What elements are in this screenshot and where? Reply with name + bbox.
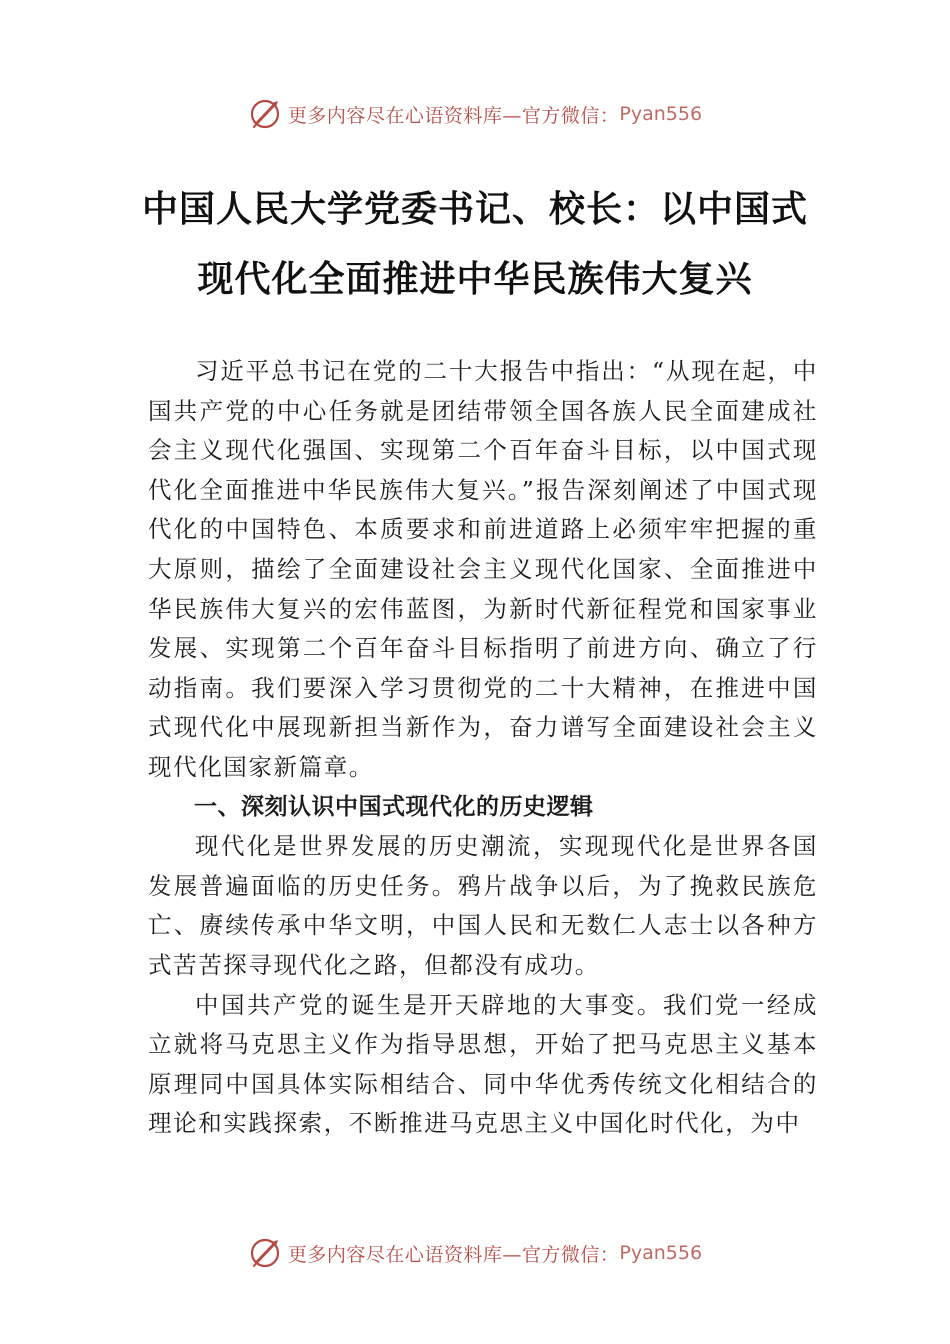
paragraph-2: 现代化是世界发展的历史潮流，实现现代化是世界各国发展普遍面临的历史任务。鸦片战争以后，为了挽救民族危亡、赓续传承中华文明，中国人民和无数仁人志士以各种方式苦苦探寻现代化之路，但都没有成功。 bbox=[148, 832, 818, 979]
document-body bbox=[148, 352, 818, 1144]
document-title-line-1: 中国人民大学党委书记、校长：以中国式 bbox=[141, 189, 808, 230]
footer-watermark bbox=[0, 1233, 950, 1273]
section-heading-1: 一、深刻认识中国式现代化的历史逻辑 bbox=[194, 793, 594, 820]
paragraph-3: 中国共产党的诞生是开天辟地的大事变。我们党一经成立就将马克思主义作为指导思想，开始了把马克思主义基本原理同中国具体实际相结合、同中华优秀传统文化相结合的理论和实践探索，不断推进马克思主义中国化时代化，为中 bbox=[148, 990, 818, 1138]
document-title-line-2: 现代化全面推进中华民族伟大复兴 bbox=[197, 259, 753, 300]
watermark-wechat-id: Pyan556 bbox=[619, 1242, 703, 1264]
watermark-wechat-id: Pyan556 bbox=[619, 103, 703, 125]
paragraph-intro: 习近平总书记在党的二十大报告中指出：“从现在起，中国共产党的中心任务就是团结带领全国各族人民全面建成社会主义现代化强国、实现第二个百年奋斗目标，以中国式现代化全面推进中华民族伟大复兴。”报告深刻阐述了中国式现代化的中国特色、本质要求和前进道路上必须牢牢把握的重大原则，描绘了全面建设社会主义现代化国家、全面推进中华民族伟大复兴的宏伟蓝图，为新时代新征程党和国家事业发展、实现第二个百年奋斗目标指明了前进方向、确立了行动指南。我们要深入学习贯彻党的二十大精神，在推进中国式现代化中展现新担当新作为，奋力谱写全面建设社会主义现代化国家新篇章。 bbox=[148, 357, 818, 781]
watermark-text: 更多内容尽在心语资料库—官方微信： bbox=[287, 104, 620, 127]
pen-logo-icon bbox=[248, 96, 284, 132]
header-watermark bbox=[0, 94, 950, 134]
pen-logo-icon bbox=[248, 1235, 284, 1271]
watermark-text: 更多内容尽在心语资料库—官方微信： bbox=[287, 1243, 620, 1266]
